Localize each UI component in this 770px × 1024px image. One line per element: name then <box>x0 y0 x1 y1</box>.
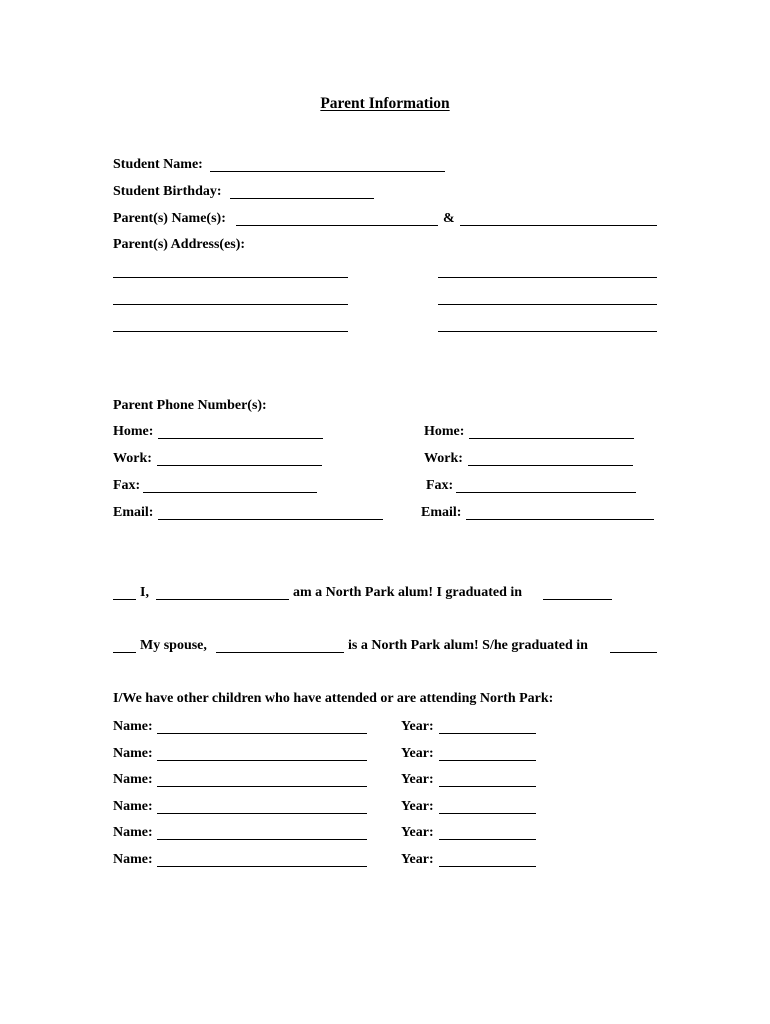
email-field-2[interactable] <box>466 519 654 520</box>
child-year-field-1[interactable] <box>439 733 536 734</box>
child-year-label-5: Year: <box>401 825 434 840</box>
spouse-alum-prefix: My spouse, <box>140 638 207 653</box>
page-title: Parent Information <box>320 95 450 112</box>
parent-address-label: Parent(s) Address(es): <box>113 237 246 252</box>
work-label-1: Work: <box>113 451 152 466</box>
parent-names-label: Parent(s) Name(s): <box>113 211 226 226</box>
student-name-label: Student Name: <box>113 157 203 172</box>
self-alum-prefix: I, <box>140 585 149 600</box>
child-name-field-3[interactable] <box>157 786 367 787</box>
self-name-field[interactable] <box>156 599 289 600</box>
self-alum-check[interactable] <box>113 599 136 600</box>
work-field-2[interactable] <box>468 465 633 466</box>
child-year-label-2: Year: <box>401 746 434 761</box>
email-label-2: Email: <box>421 505 462 520</box>
address-2-line-2[interactable] <box>438 304 657 305</box>
child-year-label-1: Year: <box>401 719 434 734</box>
phone-heading: Parent Phone Number(s): <box>113 398 267 413</box>
fax-label-2: Fax: <box>426 478 454 493</box>
address-2-line-1[interactable] <box>438 277 657 278</box>
child-year-label-3: Year: <box>401 772 434 787</box>
child-year-field-4[interactable] <box>439 813 536 814</box>
email-label-1: Email: <box>113 505 154 520</box>
work-field-1[interactable] <box>157 465 322 466</box>
address-2-line-3[interactable] <box>438 331 657 332</box>
child-year-field-5[interactable] <box>439 839 536 840</box>
spouse-grad-year-field[interactable] <box>610 652 657 653</box>
self-alum-text: am a North Park alum! I graduated in <box>293 585 523 600</box>
spouse-alum-text: is a North Park alum! S/he graduated in <box>348 638 588 653</box>
student-birthday-field[interactable] <box>230 198 374 199</box>
child-year-field-2[interactable] <box>439 760 536 761</box>
child-year-field-3[interactable] <box>439 786 536 787</box>
parent-name-field-1[interactable] <box>236 225 438 226</box>
child-year-label-6: Year: <box>401 852 434 867</box>
address-1-line-2[interactable] <box>113 304 348 305</box>
student-birthday-label: Student Birthday: <box>113 184 222 199</box>
fax-label-1: Fax: <box>113 478 141 493</box>
child-year-label-4: Year: <box>401 799 434 814</box>
child-name-label-5: Name: <box>113 825 153 840</box>
child-name-field-2[interactable] <box>157 760 367 761</box>
child-name-label-6: Name: <box>113 852 153 867</box>
child-name-field-5[interactable] <box>157 839 367 840</box>
student-name-field[interactable] <box>210 171 445 172</box>
parent-name-field-2[interactable] <box>460 225 657 226</box>
home-label-2: Home: <box>424 424 465 439</box>
work-label-2: Work: <box>424 451 463 466</box>
address-1-line-1[interactable] <box>113 277 348 278</box>
fax-field-1[interactable] <box>143 492 317 493</box>
self-grad-year-field[interactable] <box>543 599 612 600</box>
child-name-field-1[interactable] <box>157 733 367 734</box>
fax-field-2[interactable] <box>456 492 636 493</box>
address-1-line-3[interactable] <box>113 331 348 332</box>
child-name-label-3: Name: <box>113 772 153 787</box>
child-name-label-4: Name: <box>113 799 153 814</box>
ampersand: & <box>443 211 455 226</box>
child-name-field-6[interactable] <box>157 866 367 867</box>
spouse-alum-check[interactable] <box>113 652 136 653</box>
spouse-name-field[interactable] <box>216 652 344 653</box>
child-name-field-4[interactable] <box>157 813 367 814</box>
home-label-1: Home: <box>113 424 154 439</box>
email-field-1[interactable] <box>158 519 383 520</box>
child-name-label-2: Name: <box>113 746 153 761</box>
child-name-label-1: Name: <box>113 719 153 734</box>
child-year-field-6[interactable] <box>439 866 536 867</box>
children-heading: I/We have other children who have attended or are attending North Park: <box>113 691 554 706</box>
home-field-2[interactable] <box>469 438 634 439</box>
home-field-1[interactable] <box>158 438 323 439</box>
